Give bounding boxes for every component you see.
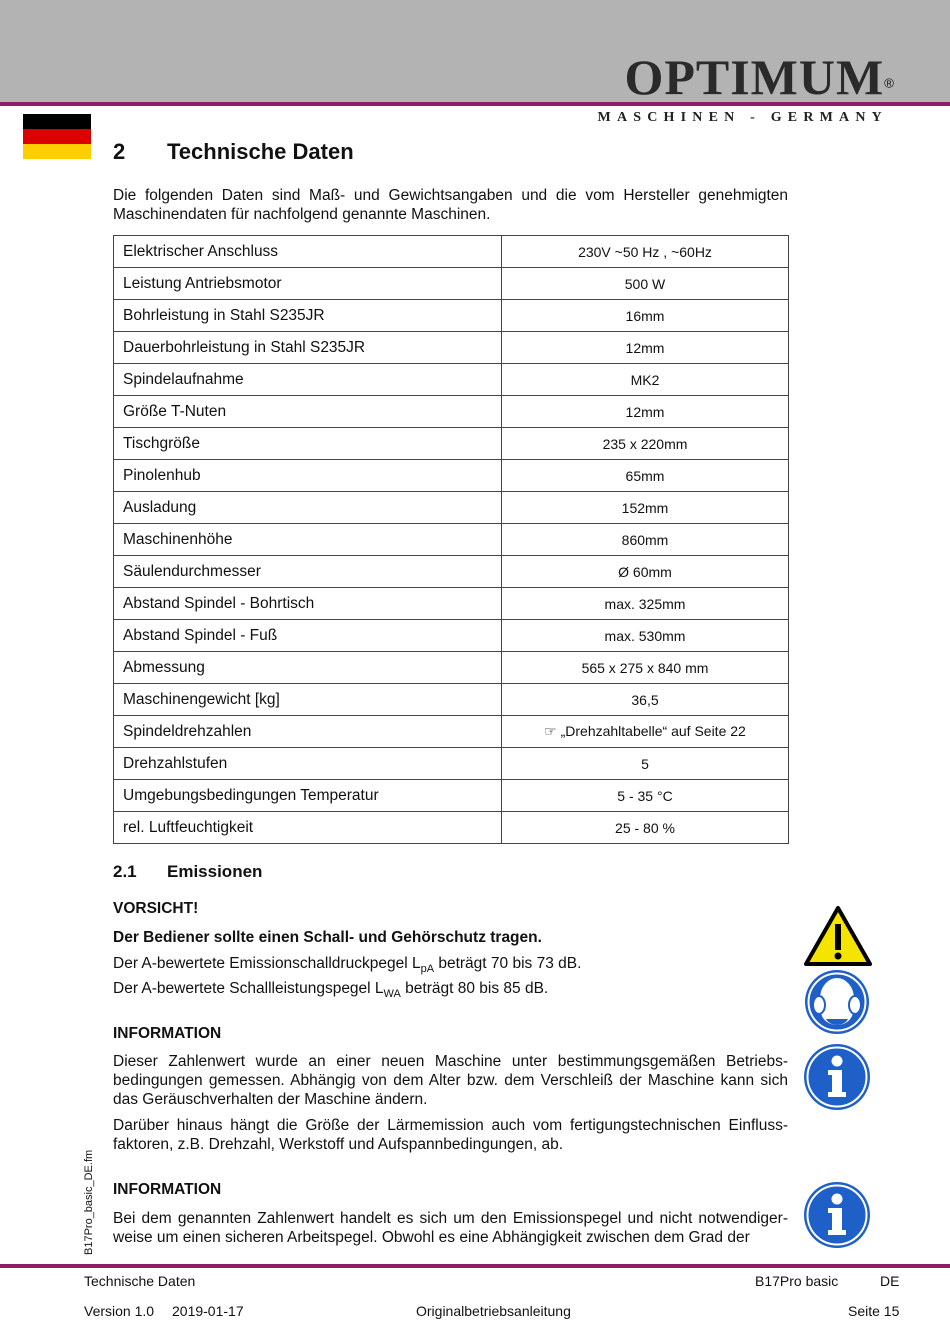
warning-triangle-icon — [803, 905, 873, 967]
spec-value: Ø 60mm — [502, 556, 789, 588]
caution-statement: Der Bediener sollte einen Schall- und Gehörschutz tragen. — [113, 929, 542, 946]
spec-label: Maschinenhöhe — [114, 524, 502, 556]
spec-value: max. 325mm — [502, 588, 789, 620]
table-row — [114, 332, 789, 364]
section-heading — [113, 139, 354, 165]
table-row — [114, 620, 789, 652]
emission-power-post: beträgt 80 bis 85 dB. — [400, 980, 549, 997]
intro-paragraph: Die folgenden Daten sind Maß- und Gewichtsangaben und die vom Hersteller genehmigten Maschinendaten für nachfolgend genannte Maschinen. — [113, 187, 788, 223]
spec-value: 500 W — [502, 268, 789, 300]
spec-value: 152mm — [502, 492, 789, 524]
section-number: 2 — [113, 139, 126, 164]
emission-pressure-post: beträgt 70 bis 73 dB. — [434, 955, 582, 972]
footer-language: DE — [880, 1273, 900, 1289]
spec-value: 65mm — [502, 460, 789, 492]
spec-value: 5 - 35 °C — [502, 780, 789, 812]
footer-page: Seite 15 — [848, 1303, 900, 1319]
spec-value: 16mm — [502, 300, 789, 332]
table-row — [114, 652, 789, 684]
table-row — [114, 236, 789, 268]
spec-label: Abmessung — [114, 652, 502, 684]
spec-label: Dauerbohrleistung in Stahl S235JR — [114, 332, 502, 364]
info2-heading: INFORMATION — [113, 1181, 222, 1198]
footer-date: 2019-01-17 — [172, 1303, 244, 1319]
footer-version: Version 1.0 — [84, 1303, 155, 1319]
emission-pressure-pre: Der A-bewertete Emissionschalldruckpegel L — [113, 955, 421, 972]
table-row — [114, 684, 789, 716]
table-row — [114, 748, 789, 780]
side-file-label: B17Pro_basic_DE.fm — [83, 1149, 95, 1255]
table-row — [114, 780, 789, 812]
ear-protection-icon — [804, 969, 870, 1035]
spec-label: Bohrleistung in Stahl S235JR — [114, 300, 502, 332]
info-icon — [803, 1181, 871, 1249]
table-row — [114, 556, 789, 588]
table-row — [114, 588, 789, 620]
table-row — [114, 524, 789, 556]
brand-tagline: MASCHINEN - GERMANY — [597, 110, 888, 125]
spec-label: Abstand Spindel - Bohrtisch — [114, 588, 502, 620]
caution-heading: VORSICHT! — [113, 900, 199, 917]
table-row — [114, 268, 789, 300]
spec-value: 25 - 80 % — [502, 812, 789, 844]
spec-label: Tischgröße — [114, 428, 502, 460]
spec-value: 860mm — [502, 524, 789, 556]
info1-paragraph-1: Dieser Zahlenwert wurde an einer neuen Maschine unter bestimmungsgemäßen Betriebs-bedingungen gemessen. Abhängig von dem Alter bzw. dem Verschleiß der Maschine kann sich das Geräuschverhalten der Maschine ändern. — [113, 1053, 788, 1108]
spec-value: MK2 — [502, 364, 789, 396]
spec-label: Elektrischer Anschluss — [114, 236, 502, 268]
emission-power-sub: WA — [383, 988, 401, 1001]
table-row — [114, 460, 789, 492]
section-title: Technische Daten — [167, 139, 354, 164]
spec-label: Spindeldrehzahlen — [114, 716, 502, 748]
footer-model: B17Pro basic — [755, 1273, 839, 1289]
table-row — [114, 364, 789, 396]
spec-value: 230V ~50 Hz , ~60Hz — [502, 236, 789, 268]
spec-value: 5 — [502, 748, 789, 780]
spec-value: 235 x 220mm — [502, 428, 789, 460]
table-row — [114, 428, 789, 460]
subsection-title: Emissionen — [167, 862, 263, 881]
info1-heading: INFORMATION — [113, 1025, 222, 1042]
spec-value: max. 530mm — [502, 620, 789, 652]
footer-chapter: Technische Daten — [84, 1273, 196, 1289]
footer-rule — [0, 1264, 950, 1268]
spec-value: 565 x 275 x 840 mm — [502, 652, 789, 684]
spec-label: Umgebungsbedingungen Temperatur — [114, 780, 502, 812]
spec-table — [113, 235, 789, 844]
spec-label: Spindelaufnahme — [114, 364, 502, 396]
info1-paragraph-2: Darüber hinaus hängt die Größe der Lärmemission auch vom fertigungstechnischen Einfluss-faktoren, z.B. Drehzahl, Werkstoff und Aufspannbedingungen, ab. — [113, 1117, 788, 1153]
spec-label: Säulendurchmesser — [114, 556, 502, 588]
brand-mark: ® — [884, 75, 894, 91]
spec-label: Maschinengewicht [kg] — [114, 684, 502, 716]
subsection-number: 2.1 — [113, 862, 137, 881]
spec-value: 36,5 — [502, 684, 789, 716]
emission-power-pre: Der A-bewertete Schallleistungspegel L — [113, 980, 384, 997]
table-row — [114, 492, 789, 524]
spec-label: Größe T-Nuten — [114, 396, 502, 428]
spec-label: Pinolenhub — [114, 460, 502, 492]
footer-doc-type: Originalbetriebsanleitung — [416, 1303, 571, 1319]
spec-label: rel. Luftfeuchtigkeit — [114, 812, 502, 844]
table-row — [114, 300, 789, 332]
brand-logo — [624, 49, 894, 105]
spec-label: Ausladung — [114, 492, 502, 524]
subsection-heading — [113, 862, 262, 882]
spec-label: Abstand Spindel - Fuß — [114, 620, 502, 652]
emission-power-line — [113, 979, 788, 1004]
brand-name: OPTIMUM — [624, 49, 885, 105]
table-row — [114, 812, 789, 844]
spec-value: ☞ „Drehzahltabelle“ auf Seite 22 — [502, 716, 789, 748]
table-row — [114, 716, 789, 748]
spec-value: 12mm — [502, 332, 789, 364]
spec-label: Leistung Antriebsmotor — [114, 268, 502, 300]
info2-paragraph-1: Bei dem genannten Zahlenwert handelt es sich um den Emissionspegel und nicht notwendiger-weise um einen sicheren Arbeitspegel. Obwohl es eine Abhängigkeit zwischen dem Grad der — [113, 1210, 788, 1246]
emission-pressure-sub: pA — [420, 963, 435, 976]
spec-label: Drehzahlstufen — [114, 748, 502, 780]
spec-value: 12mm — [502, 396, 789, 428]
table-row — [114, 396, 789, 428]
german-flag-icon — [23, 114, 91, 159]
info-icon — [803, 1043, 871, 1111]
emission-pressure-line — [113, 954, 788, 979]
